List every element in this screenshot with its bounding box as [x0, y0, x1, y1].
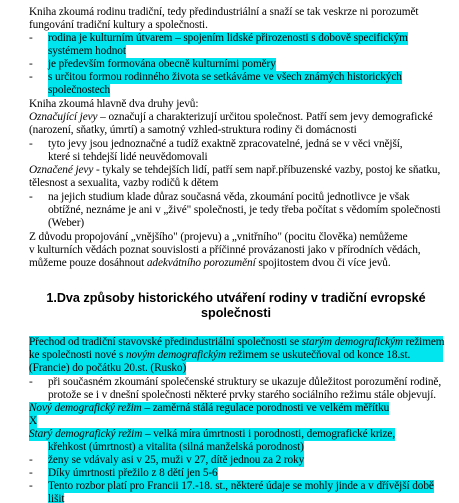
- bullet-dash: -: [29, 71, 33, 83]
- bullet-text: Tento rozbor platí pro Francii 17.-18. st., některé údaje se mohly jinde a v dřívější době: [48, 480, 434, 492]
- novy-line: [29, 402, 389, 415]
- stary-term: Starý demografický režim: [29, 428, 143, 440]
- oznacujici-line: [29, 111, 433, 124]
- novy-def: – zaměrná stálá regulace porodnosti ve velkém měřítku: [141, 402, 390, 414]
- conclusion-text: můžeme pouze dosáhnout: [29, 257, 147, 269]
- p1-emphasis: novým demografickým: [125, 349, 227, 361]
- oznacujici-term: Označující jevy: [29, 111, 98, 123]
- stary-def: – velká míra úmrtnosti i porodnosti, demografické krize,: [142, 428, 396, 440]
- oznacene-cont: tělesnost a sexualita, vazby rodičů k dětem: [29, 177, 219, 189]
- bullet-text: rodina je kulturním útvarem – spojením lidské přirozenosti s dobově specifickým: [48, 32, 408, 44]
- oznacujici-cont: (narození, sňatky, úmrtí) a samotný vzhled-struktura rodiny či domácnosti: [29, 124, 357, 136]
- conclusion-emphasis: adekvátního porozumění: [146, 257, 256, 269]
- bullet-dash: -: [29, 376, 33, 388]
- stary-line: [29, 428, 395, 441]
- p1-emphasis: starým demografickým: [301, 336, 403, 348]
- p1-line-2: [29, 349, 443, 362]
- bullet-text: obtížné, neznáme je ani v „živé" společnosti, je tedy třeba počítat s vědomím společnosti: [48, 204, 441, 216]
- bullet-text: protože se i v dnešní společnosti některé prvky starého sociálního režimu stále objevují.: [48, 389, 436, 401]
- oznacene-def: - tykaly se tehdejších lidí, patří sem např.příbuzenské vazby, postoj ke sňatku,: [93, 164, 441, 176]
- two-types-line: Kniha zkoumá hlavně dva druhy jevů:: [29, 98, 199, 110]
- oznacene-term: Označené jevy: [29, 164, 94, 176]
- bullet-text: lišit: [48, 493, 64, 503]
- conclusion-line-1: Z důvodu propojování „vnějšího" (projevu) a „vnitřního" (pocitu člověka) nemůžeme: [29, 231, 408, 243]
- conclusion-text: spojitostem dvou či více jevů.: [255, 257, 391, 269]
- bullet-text: tyto jevy jsou jednoznačné a tudíž exaktně zpracovatelné, jedná se v věci vnější,: [48, 138, 403, 150]
- bullet-text: s určitou formou rodinného života se setkáváme ve všech známých historických: [48, 71, 402, 83]
- bullet-text: je především formována obecně kulturními poměry: [48, 58, 276, 70]
- bullet-dash: -: [29, 138, 33, 150]
- bullet-text: ženy se vdávaly asi v 25, muži v 27, dítě jednou za 2 roky: [48, 454, 305, 466]
- p1-text: Přechod od tradiční stavovské předindustriální společnosti se: [29, 336, 302, 348]
- p1-text: ke společnosti nové s: [29, 349, 126, 361]
- bullet-dash: -: [29, 467, 33, 479]
- conclusion-line-3: [29, 257, 391, 270]
- oznacene-line: [29, 164, 440, 177]
- bullet-dash: -: [29, 454, 33, 466]
- intro-line-1: Kniha zkoumá rodinu tradiční, tedy předindustriální a snaží se tak veskrze ni porozumět: [29, 6, 419, 18]
- bullet-text: (Weber): [48, 217, 85, 229]
- section-heading-line-2: společnosti: [201, 306, 271, 320]
- bullet-dash: -: [29, 32, 33, 44]
- bullet-dash: -: [29, 58, 33, 70]
- stary-cont: křehkost (úmrtnost) a vitalita (silná manželská porodnost): [48, 441, 304, 453]
- bullet-text: na jejich studium klade důraz současná věda, zkoumání pocitů jednotlivce je však: [48, 191, 410, 203]
- bullet-text: které si tehdejší lidé neuvědomovali: [48, 151, 208, 163]
- x-mark: X: [29, 415, 38, 427]
- bullet-text: společnostech: [48, 84, 111, 96]
- p1-line-1: [29, 336, 443, 349]
- conclusion-line-2: v kulturních vědách poznat souvislosti a příčinné provázanosti jako v přírodních vědách,: [29, 244, 421, 256]
- bullet-dash: -: [29, 480, 33, 492]
- bullet-text: Díky úmrtnosti přežilo z 8 dětí jen 5-6: [48, 467, 218, 479]
- bullet-text: při současném zkoumání společenské struktury se ukazuje důležitost porozumění rodině,: [48, 376, 442, 388]
- section-heading-line-1: 1.Dva způsoby historického utváření rodiny v tradiční evropské: [46, 291, 426, 305]
- novy-term: Nový demografický režim: [29, 402, 142, 414]
- p1-text: režimem: [402, 336, 445, 348]
- bullet-dash: -: [29, 191, 33, 203]
- oznacujici-def: – označují a charakterizují určitou společnost. Patří sem jevy demografické: [97, 111, 433, 123]
- p1-line-3: (Francie) do počátku 20.st. (Rusko): [29, 362, 187, 374]
- intro-line-2: fungování tradiční kultury a společnosti.: [29, 19, 208, 31]
- bullet-text: systémem hodnot: [48, 45, 126, 57]
- p1-text: režimem se uskutečňoval od konce 18.st.: [226, 349, 411, 361]
